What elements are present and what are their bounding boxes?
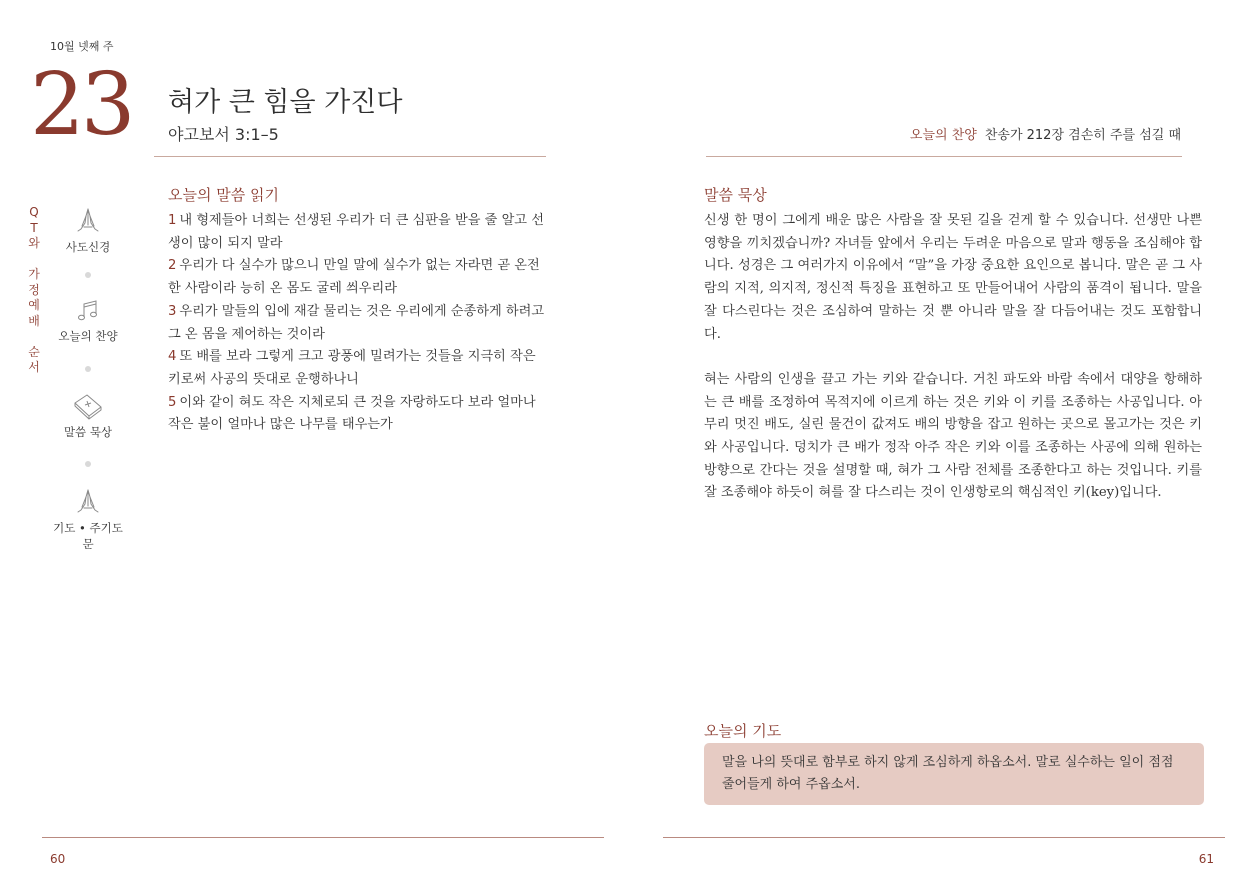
nav-label: 오늘의 찬양 xyxy=(58,329,118,343)
verse xyxy=(168,301,548,346)
meditation-text xyxy=(704,210,1202,505)
nav-label: 사도신경 xyxy=(65,240,111,254)
nav-separator-dot xyxy=(85,366,91,372)
verse xyxy=(168,346,548,391)
footer-divider-left xyxy=(42,837,604,838)
verse-number: 1 xyxy=(168,213,177,228)
bible-icon xyxy=(72,392,104,420)
verse xyxy=(168,255,548,300)
praying-hands-icon xyxy=(73,486,103,516)
verse-number: 2 xyxy=(168,258,177,274)
verse-text: 내 형제들아 너희는 선생된 우리가 더 큰 심판을 받을 줄 알고 선생이 많이 되지 말라 xyxy=(168,213,544,251)
nav-separator-dot xyxy=(85,461,91,467)
music-note-icon xyxy=(73,298,103,324)
meditation-paragraph: 혀는 사람의 인생을 끌고 가는 키와 같습니다. 거친 파도와 바람 속에서 대양을 항해하는 큰 배를 조정하여 목적지에 이르게 하는 것은 키와 이 키를 조종하는 사공입니다. 아무리 멋진 배도, 실린 물건이 값져도 배의 방향을 잡고 원하는 곳으로 몰고가는 것은 키와 사공입니다. 덩치가 큰 배가 정작 아주 작은 키와 이를 조종하는 사공에 의해 원하는 방향으로 간다는 것을 설명할 때, 혀가 그 사람 전체를 조종한다고 하는 것입니다. 키를 잘 조종해야 하듯이 혀를 잘 다스리는 것이 인생항로의 핵심적인 키(key)입니다. xyxy=(704,371,1202,501)
qt-family-worship-order-label: Q T 와 가 정 예 배 순 서 xyxy=(28,205,40,374)
verse-number: 3 xyxy=(168,303,177,319)
meditation-heading: 말씀 묵상 xyxy=(704,186,767,204)
verse-text: 우리가 말들의 입에 재갈 물리는 것은 우리에게 순종하게 하려고 그 온 몸을 제어하는 것이라 xyxy=(168,303,545,342)
day-number: 23 xyxy=(30,55,132,155)
verse-text: 우리가 다 실수가 많으니 만일 말에 실수가 없는 자라면 곧 온전한 사람이라 능히 온 몸도 굴레 씌우리라 xyxy=(168,258,540,297)
verse xyxy=(168,392,548,437)
nav-item-meditation xyxy=(50,392,126,440)
nav-label: 기도 • 주기도문 xyxy=(53,521,123,551)
verse-text: 또 배를 보라 그렇게 크고 광풍에 밀려가는 것들을 지극히 작은 키로써 사공의 뜻대로 운행하나니 xyxy=(168,349,536,387)
scripture-reading xyxy=(168,210,548,437)
scripture-reference: 야고보서 3:1–5 xyxy=(168,125,279,144)
title-divider xyxy=(154,156,546,157)
footer-divider-right xyxy=(663,837,1225,838)
nav-item-todays-hymn xyxy=(50,298,126,344)
nav-item-prayer xyxy=(50,486,126,552)
verse-number: 4 xyxy=(168,349,177,365)
nav-separator-dot xyxy=(85,272,91,278)
verse xyxy=(168,210,548,255)
page-number-right: 61 xyxy=(1198,852,1214,866)
prayer-box: 말을 나의 뜻대로 함부로 하지 않게 조심하게 하옵소서. 말로 실수하는 일이 점점 줄어들게 하여 주옵소서. xyxy=(704,743,1204,805)
verse-number: 5 xyxy=(168,394,177,410)
reading-heading: 오늘의 말씀 읽기 xyxy=(168,186,279,204)
todays-hymn xyxy=(910,124,1181,143)
praying-hands-icon xyxy=(73,205,103,235)
page-number-left: 60 xyxy=(50,852,66,866)
nav-label: 말씀 묵상 xyxy=(63,425,113,439)
page-title: 혀가 큰 힘을 가진다 xyxy=(168,87,403,118)
header-divider-right xyxy=(706,156,1182,157)
prayer-heading: 오늘의 기도 xyxy=(704,722,782,740)
week-label: 10월 넷째 주 xyxy=(50,40,114,53)
verse-text: 이와 같이 혀도 작은 지체로되 큰 것을 자랑하도다 보라 얼마나 작은 불이 얼마나 많은 나무를 태우는가 xyxy=(168,394,536,433)
hymn-text: 찬송가 212장 겸손히 주를 섬길 때 xyxy=(984,128,1181,143)
meditation-paragraph: 신생 한 명이 그에게 배운 많은 사람을 잘 못된 길을 걷게 할 수 있습니다. 선생만 나쁜 영향을 끼치겠습니까? 자녀들 앞에서 우리는 두려운 마음으로 말과 행동을 조심해야 합니다. 성경은 그 여러가지 이유에서 “말”을 가장 중요한 요인으로 봅니다. 말은 곧 그 사람의 지적, 의지적, 정신적 특징을 표현하고 또 만들어내어 사람의 품격이 됩니다. 말을 잘 다스린다는 것은 조심하여 말하는 것 뿐 아니라 말을 잘 다듬어내는 것도 포함합니다. xyxy=(704,213,1202,342)
hymn-label: 오늘의 찬양 xyxy=(909,128,977,143)
nav-item-apostles-creed xyxy=(50,205,126,255)
